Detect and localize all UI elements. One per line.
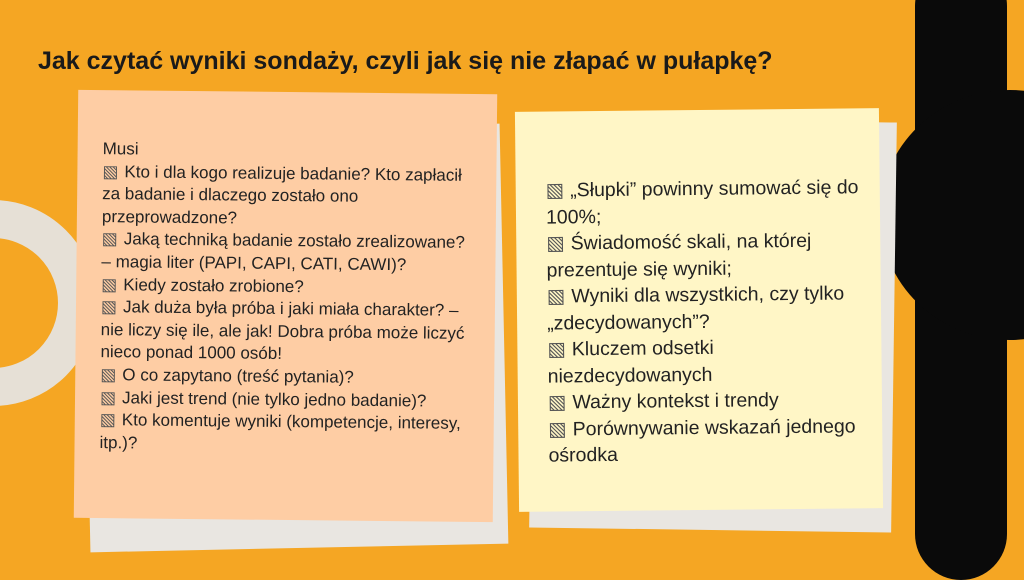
- left-note-card: [74, 90, 497, 522]
- left-card-heading: Musi: [102, 139, 139, 159]
- bullet-icon: ▧: [100, 297, 118, 317]
- list-item: ▧ Wyniki dla wszystkich, czy tylko „zdecydowanych”?: [546, 282, 845, 335]
- decorative-black-circle: [880, 90, 1024, 340]
- bullet-icon: ▧: [546, 285, 566, 308]
- bullet-icon: ▧: [547, 391, 567, 414]
- bullet-icon: ▧: [99, 410, 116, 430]
- list-item: ▧ Kto komentuje wyniki (kompetencje, interesy, itp.)?: [99, 410, 461, 453]
- bullet-icon: ▧: [547, 338, 566, 361]
- page-title: Jak czytać wyniki sondaży, czyli jak się nie złapać w pułapkę?: [38, 47, 773, 75]
- bullet-icon: ▧: [546, 232, 565, 255]
- list-item: ▧ Świadomość skali, na której prezentuje się wyniki;: [546, 229, 812, 282]
- list-item: ▧ „Słupki” powinny sumować się do 100%;: [545, 176, 859, 229]
- bullet-icon: ▧: [99, 387, 117, 407]
- right-note-card: [515, 108, 883, 512]
- list-item: ▧ Jak duża była próba i jaki miała charakter? – nie liczy się ile, ale jak! Dobra próba może liczyć nieco ponad 1000 osób!: [100, 297, 465, 364]
- list-item: ▧ Jaką techniką badanie zostało zrealizowane? – magia liter (PAPI, CAPI, CATI, CAWI)?: [101, 229, 466, 275]
- bullet-icon: ▧: [545, 179, 565, 202]
- list-item: ▧ Jaki jest trend (nie tylko jedno badanie)?: [99, 387, 427, 411]
- bullet-icon: ▧: [101, 229, 118, 249]
- list-item: ▧ Kluczem odsetki niezdecydowanych: [547, 336, 714, 388]
- list-item: ▧ Porównywanie wskazań jednego ośrodka: [548, 414, 856, 467]
- list-item: ▧ Kto i dla kogo realizuje badanie? Kto zapłacił za badanie i dlaczego zostało ono przeprowadzone?: [101, 161, 462, 228]
- bullet-icon: ▧: [102, 161, 119, 181]
- list-item: ▧ Ważny kontekst i trendy: [548, 386, 864, 416]
- bullet-icon: ▧: [100, 365, 117, 385]
- list-item: ▧ Kiedy zostało zrobione?: [101, 274, 304, 296]
- bullet-icon: ▧: [548, 417, 567, 441]
- list-item: ▧ O co zapytano (treść pytania)?: [100, 365, 354, 387]
- bullet-icon: ▧: [101, 274, 118, 294]
